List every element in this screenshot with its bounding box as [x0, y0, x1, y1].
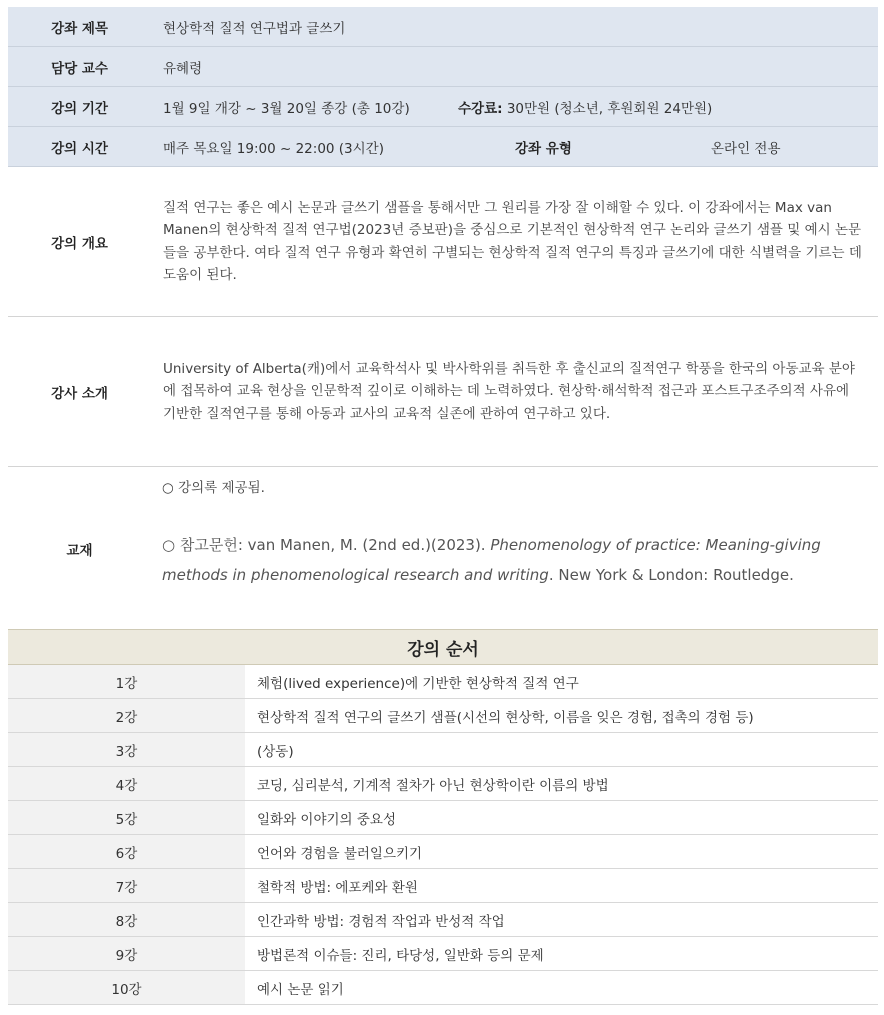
type-value: 온라인 전용: [711, 140, 781, 157]
fee-label: 수강료:: [458, 100, 503, 117]
time-value: 매주 목요일 19:00 ~ 22:00 (3시간): [163, 140, 384, 157]
period-label: 강의 기간: [51, 100, 108, 117]
schedule-row: [8, 903, 878, 937]
schedule-row: [8, 937, 878, 971]
lecture-number: 8강: [8, 903, 245, 936]
course-title: 현상학적 질적 연구법과 글쓰기: [163, 20, 346, 37]
type-label: 강좌 유형: [515, 140, 572, 157]
period-row: [8, 87, 878, 127]
instructor-label: 강사 소개: [51, 385, 108, 402]
textbook-label: 교재: [66, 543, 93, 559]
textbook-handout: ○ 강의록 제공됨.: [162, 480, 265, 496]
course-info-table: [8, 7, 878, 998]
schedule-row: [8, 699, 878, 733]
schedule-row: [8, 767, 878, 801]
lecture-number: 4강: [8, 767, 245, 800]
reference-title: Phenomenology of practice: Meaning-giving methods in phenomenological research and writing: [162, 536, 821, 584]
lecture-topic: 언어와 경험을 불러일으키기: [245, 835, 878, 868]
lecture-number: 7강: [8, 869, 245, 902]
overview-row: [8, 167, 878, 317]
instructor-text: University of Alberta(캐)에서 교육학석사 및 박사학위를 취득한 후 출신교의 질적연구 학풍을 한국의 아동교육 분야에 접목하여 교육 현상을 인문학적 깊이로 이해하는 데 노력하였다. 현상학·해석학적 접근과 포스트구조주의적 사유에 기반한 질적연구를 통해 아동과 교사의 교육적 실존에 관하여 연구하고 있다.: [163, 360, 855, 422]
time-label: 강의 시간: [51, 140, 108, 157]
schedule-rows: [8, 665, 878, 1005]
schedule-heading: 강의 순서: [8, 629, 878, 665]
lecture-number: 6강: [8, 835, 245, 868]
schedule-row: [8, 665, 878, 699]
schedule-row: [8, 971, 878, 1005]
fee-value: 30만원 (청소년, 후원회원 24만원): [502, 100, 713, 117]
reference-suffix: . New York & London: Routledge.: [548, 566, 794, 584]
reference-prefix: ○ 참고문헌: van Manen, M. (2nd ed.)(2023).: [162, 536, 491, 554]
lecture-topic: 코딩, 심리분석, 기계적 절차가 아닌 현상학이란 이름의 방법: [245, 767, 878, 800]
lecture-topic: 일화와 이야기의 중요성: [245, 801, 878, 834]
lecture-topic: (상동): [245, 733, 878, 766]
lecture-number: 5강: [8, 801, 245, 834]
schedule-row: [8, 869, 878, 903]
lecture-topic: 인간과학 방법: 경험적 작업과 반성적 작업: [245, 903, 878, 936]
lecture-number: 9강: [8, 937, 245, 970]
professor-label: 담당 교수: [51, 60, 108, 77]
lecture-number: 1강: [8, 665, 245, 698]
course-title-label: 강좌 제목: [51, 20, 108, 37]
lecture-number: 3강: [8, 733, 245, 766]
time-row: [8, 127, 878, 167]
lecture-topic: 예시 논문 읽기: [245, 971, 878, 1004]
schedule-table: [8, 629, 878, 1005]
lecture-number: 10강: [8, 971, 245, 1004]
schedule-row: [8, 733, 878, 767]
textbook-reference: [162, 530, 874, 590]
lecture-topic: 체험(lived experience)에 기반한 현상학적 질적 연구: [245, 665, 878, 698]
schedule-row: [8, 801, 878, 835]
lecture-topic: 방법론적 이슈들: 진리, 타당성, 일반화 등의 문제: [245, 937, 878, 970]
overview-text: 질적 연구는 좋은 예시 논문과 글쓰기 샘플을 통해서만 그 원리를 가장 잘 이해할 수 있다. 이 강좌에서는 Max van Manen의 현상학적 질적 연구법(2023년 증보판)을 중심으로 기본적인 현상학적 연구 논리와 글쓰기 샘플 및 예시 논문들을 공부한다. 여타 질적 연구 유형과 확연히 구별되는 현상학적 질적 연구의 특징과 글쓰기에 대한 식별력을 기르는 데 도움이 된다.: [163, 199, 862, 283]
overview-label: 강의 개요: [51, 235, 108, 252]
professor-name: 유혜령: [163, 60, 203, 77]
instructor-row: [8, 317, 878, 467]
lecture-number: 2강: [8, 699, 245, 732]
course-title-row: [8, 7, 878, 47]
schedule-row: [8, 835, 878, 869]
period-value: 1월 9일 개강 ~ 3월 20일 종강 (총 10강): [163, 100, 410, 117]
professor-row: [8, 47, 878, 87]
lecture-topic: 철학적 방법: 에포케와 환원: [245, 869, 878, 902]
fee-cell: [446, 97, 712, 117]
lecture-topic: 현상학적 질적 연구의 글쓰기 샘플(시선의 현상학, 이름을 잊은 경험, 접촉의 경험 등): [245, 699, 878, 732]
textbook-row: [8, 467, 878, 627]
